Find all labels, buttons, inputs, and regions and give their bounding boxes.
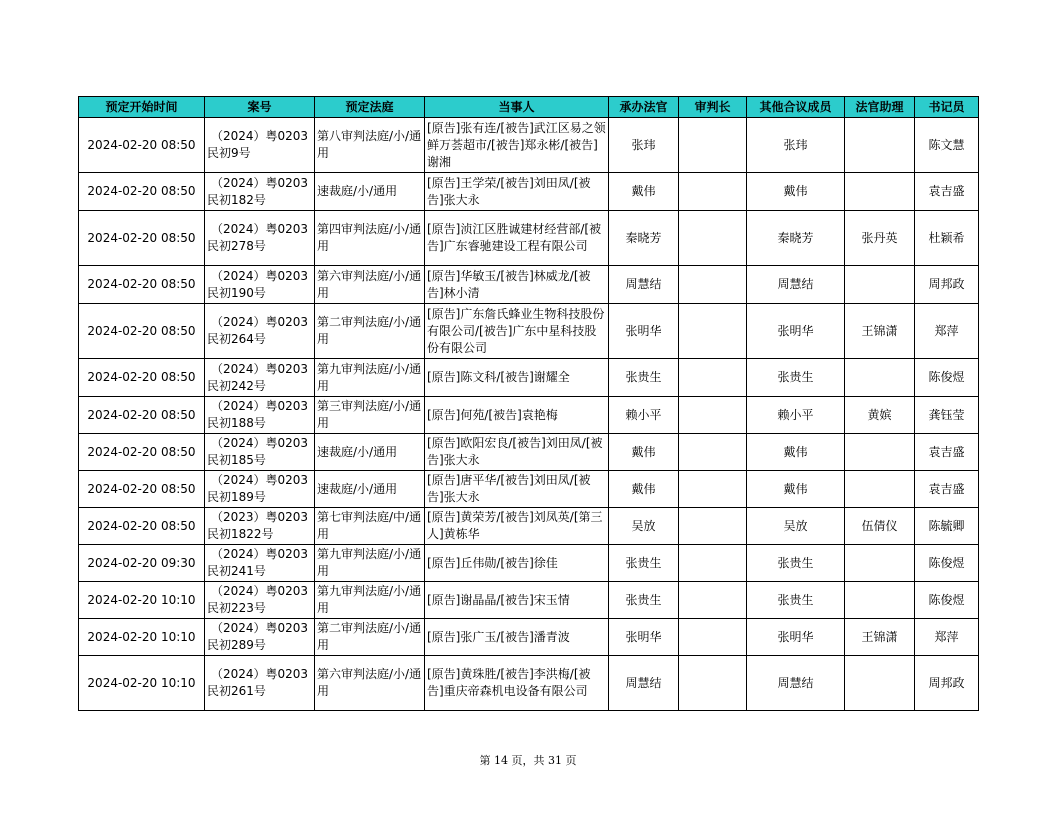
- cell-assistant: 黄嫔: [845, 397, 915, 434]
- cell-judge: 张贵生: [609, 545, 679, 582]
- cell-chief: [679, 304, 747, 359]
- cell-judge: 戴伟: [609, 173, 679, 211]
- cell-chief: [679, 173, 747, 211]
- case-no-line-1: （2023）粤0203: [210, 510, 309, 524]
- table-row: [79, 211, 979, 266]
- table-row: [79, 619, 979, 656]
- cell-parties: [原告]张有连/[被告]武江区易之领鲜万荟超市/[被告]郑永彬/[被告]谢湘: [425, 118, 609, 173]
- cell-clerk: 陈俊煜: [915, 359, 979, 397]
- cell-panel: 张明华: [747, 304, 845, 359]
- cell-chief: [679, 434, 747, 471]
- table-header-row: [79, 97, 979, 118]
- hearing-schedule-table: [78, 96, 979, 711]
- cell-panel: 张明华: [747, 619, 845, 656]
- cell-start-time: 2024-02-20 08:50: [79, 118, 205, 173]
- cell-clerk: 袁吉盛: [915, 434, 979, 471]
- header-chief: 审判长: [679, 97, 747, 118]
- cell-panel: 张玮: [747, 118, 845, 173]
- case-no-line-1: （2024）粤0203: [210, 268, 309, 283]
- cell-judge: 周慧结: [609, 656, 679, 711]
- cell-clerk: 陈毓卿: [915, 508, 979, 545]
- case-no-line-2: 民初289号: [207, 638, 266, 652]
- header-start-time: 预定开始时间: [79, 97, 205, 118]
- cell-judge: 张明华: [609, 619, 679, 656]
- cell-case-no: [205, 656, 315, 711]
- case-no-line-2: 民初188号: [207, 416, 266, 430]
- cell-judge: 张明华: [609, 304, 679, 359]
- table-row: [79, 545, 979, 582]
- cell-clerk: 袁吉盛: [915, 173, 979, 211]
- table-row: [79, 266, 979, 304]
- cell-start-time: 2024-02-20 08:50: [79, 211, 205, 266]
- cell-judge: 张贵生: [609, 359, 679, 397]
- table-row: [79, 118, 979, 173]
- cell-panel: 戴伟: [747, 434, 845, 471]
- case-no-line-2: 民初261号: [207, 684, 266, 698]
- cell-start-time: 2024-02-20 08:50: [79, 471, 205, 508]
- cell-chief: [679, 619, 747, 656]
- cell-judge: 秦晓芳: [609, 211, 679, 266]
- cell-parties: [原告]广东詹氏蜂业生物科技股份有限公司/[被告]广东中星科技股份有限公司: [425, 304, 609, 359]
- cell-judge: 吴放: [609, 508, 679, 545]
- cell-chief: [679, 508, 747, 545]
- cell-court: 第九审判法庭/小/通用: [315, 582, 425, 619]
- cell-court: 第八审判法庭/小/通用: [315, 118, 425, 173]
- cell-clerk: 陈俊煜: [915, 545, 979, 582]
- cell-clerk: 袁吉盛: [915, 471, 979, 508]
- cell-case-no: [205, 397, 315, 434]
- cell-judge: 戴伟: [609, 434, 679, 471]
- cell-court: 第九审判法庭/小/通用: [315, 545, 425, 582]
- cell-start-time: 2024-02-20 10:10: [79, 656, 205, 711]
- cell-assistant: [845, 173, 915, 211]
- cell-start-time: 2024-02-20 08:50: [79, 304, 205, 359]
- cell-panel: 周慧结: [747, 656, 845, 711]
- cell-panel: 张贵生: [747, 582, 845, 619]
- cell-judge: 张玮: [609, 118, 679, 173]
- cell-start-time: 2024-02-20 08:50: [79, 359, 205, 397]
- cell-panel: 张贵生: [747, 545, 845, 582]
- case-no-line-1: （2024）粤0203: [210, 399, 309, 413]
- cell-assistant: [845, 545, 915, 582]
- case-no-line-2: 民初1822号: [207, 527, 274, 541]
- table-row: [79, 508, 979, 545]
- cell-court: 第三审判法庭/小/通用: [315, 397, 425, 434]
- case-no-line-2: 民初264号: [207, 332, 266, 346]
- cell-parties: [原告]唐平华/[被告]刘田凤/[被告]张大永: [425, 471, 609, 508]
- cell-court: 第二审判法庭/小/通用: [315, 619, 425, 656]
- table-row: [79, 656, 979, 711]
- cell-judge: 张贵生: [609, 582, 679, 619]
- cell-clerk: 郑萍: [915, 304, 979, 359]
- cell-panel: 吴放: [747, 508, 845, 545]
- cell-panel: 周慧结: [747, 266, 845, 304]
- cell-start-time: 2024-02-20 08:50: [79, 434, 205, 471]
- case-no-line-1: （2024）粤0203: [210, 222, 309, 236]
- cell-chief: [679, 471, 747, 508]
- cell-assistant: [845, 582, 915, 619]
- header-assistant: 法官助理: [845, 97, 915, 118]
- cell-chief: [679, 211, 747, 266]
- cell-parties: [原告]黄珠胜/[被告]李洪梅/[被告]重庆帝森机电设备有限公司: [425, 656, 609, 711]
- cell-parties: [原告]张广玉/[被告]潘青波: [425, 619, 609, 656]
- cell-judge: 戴伟: [609, 471, 679, 508]
- header-case-no: 案号: [205, 97, 315, 118]
- cell-panel: 戴伟: [747, 173, 845, 211]
- cell-chief: [679, 582, 747, 619]
- cell-court: 第九审判法庭/小/通用: [315, 359, 425, 397]
- header-panel: 其他合议成员: [747, 97, 845, 118]
- cell-parties: [原告]王学荣/[被告]刘田凤/[被告]张大永: [425, 173, 609, 211]
- cell-case-no: [205, 266, 315, 304]
- cell-panel: 张贵生: [747, 359, 845, 397]
- header-clerk: 书记员: [915, 97, 979, 118]
- cell-case-no: [205, 471, 315, 508]
- page-footer: 第 14 页，共 31 页: [479, 754, 577, 767]
- header-judge: 承办法官: [609, 97, 679, 118]
- cell-start-time: 2024-02-20 08:50: [79, 508, 205, 545]
- cell-judge: 赖小平: [609, 397, 679, 434]
- cell-parties: [原告]丘伟勋/[被告]徐佳: [425, 545, 609, 582]
- cell-assistant: [845, 656, 915, 711]
- table-row: [79, 397, 979, 434]
- cell-assistant: [845, 471, 915, 508]
- case-no-line-1: （2024）粤0203: [210, 667, 309, 681]
- cell-parties: [原告]何苑/[被告]袁艳梅: [425, 397, 609, 434]
- cell-chief: [679, 545, 747, 582]
- case-no-line-2: 民初190号: [207, 285, 266, 300]
- cell-assistant: 张丹英: [845, 211, 915, 266]
- cell-case-no: [205, 619, 315, 656]
- cell-start-time: 2024-02-20 08:50: [79, 266, 205, 304]
- cell-case-no: [205, 211, 315, 266]
- cell-start-time: 2024-02-20 10:10: [79, 582, 205, 619]
- cell-case-no: [205, 173, 315, 211]
- cell-clerk: 陈文慧: [915, 118, 979, 173]
- case-no-line-1: （2024）粤0203: [210, 547, 309, 561]
- table-row: [79, 359, 979, 397]
- table-row: [79, 582, 979, 619]
- cell-court: 第四审判法庭/小/通用: [315, 211, 425, 266]
- cell-parties: [原告]黄荣芳/[被告]刘凤英/[第三人]黄栋华: [425, 508, 609, 545]
- table-row: [79, 173, 979, 211]
- case-no-line-2: 民初278号: [207, 239, 266, 253]
- cell-clerk: 郑萍: [915, 619, 979, 656]
- cell-clerk: 周邦政: [915, 266, 979, 304]
- cell-court: 第六审判法庭/小/通用: [315, 656, 425, 711]
- cell-panel: 秦晓芳: [747, 211, 845, 266]
- cell-case-no: [205, 545, 315, 582]
- table-row: [79, 434, 979, 471]
- table-row: [79, 304, 979, 359]
- cell-parties: [原告]欧阳宏良/[被告]刘田凤/[被告]张大永: [425, 434, 609, 471]
- case-no-line-1: （2024）粤0203: [210, 621, 309, 635]
- cell-assistant: [845, 434, 915, 471]
- header-court: 预定法庭: [315, 97, 425, 118]
- cell-start-time: 2024-02-20 08:50: [79, 173, 205, 211]
- cell-chief: [679, 397, 747, 434]
- cell-assistant: 伍倩仪: [845, 508, 915, 545]
- cell-panel: 戴伟: [747, 471, 845, 508]
- case-no-line-2: 民初241号: [207, 564, 266, 578]
- cell-parties: [原告]华敏玉/[被告]林威龙/[被告]林小清: [425, 266, 609, 304]
- case-no-line-1: （2024）粤0203: [210, 175, 309, 190]
- cell-clerk: 陈俊煜: [915, 582, 979, 619]
- cell-chief: [679, 266, 747, 304]
- case-no-line-2: 民初189号: [207, 490, 266, 504]
- cell-chief: [679, 118, 747, 173]
- cell-start-time: 2024-02-20 08:50: [79, 397, 205, 434]
- cell-parties: [原告]陈文科/[被告]谢耀全: [425, 359, 609, 397]
- case-no-line-1: （2024）粤0203: [210, 584, 309, 598]
- cell-court: 速裁庭/小/通用: [315, 173, 425, 211]
- cell-assistant: [845, 266, 915, 304]
- case-no-line-1: （2024）粤0203: [210, 436, 309, 450]
- cell-court: 速裁庭/小/通用: [315, 471, 425, 508]
- cell-case-no: [205, 118, 315, 173]
- table-body: [79, 118, 979, 711]
- cell-judge: 周慧结: [609, 266, 679, 304]
- cell-parties: [原告]谢晶晶/[被告]宋玉情: [425, 582, 609, 619]
- cell-assistant: [845, 118, 915, 173]
- header-parties: 当事人: [425, 97, 609, 118]
- cell-case-no: [205, 434, 315, 471]
- cell-chief: [679, 359, 747, 397]
- case-no-line-1: （2024）粤0203: [210, 473, 309, 487]
- cell-parties: [原告]浈江区胜诚建材经营部/[被告]广东睿驰建设工程有限公司: [425, 211, 609, 266]
- cell-start-time: 2024-02-20 09:30: [79, 545, 205, 582]
- cell-assistant: 王锦潇: [845, 619, 915, 656]
- cell-clerk: 龚钰莹: [915, 397, 979, 434]
- cell-case-no: [205, 508, 315, 545]
- table-row: [79, 471, 979, 508]
- case-no-line-1: （2024）粤0203: [210, 129, 309, 143]
- cell-assistant: [845, 359, 915, 397]
- cell-case-no: [205, 582, 315, 619]
- cell-court: 第七审判法庭/中/通用: [315, 508, 425, 545]
- cell-case-no: [205, 359, 315, 397]
- case-no-line-1: （2024）粤0203: [210, 315, 309, 329]
- cell-court: 第六审判法庭/小/通用: [315, 266, 425, 304]
- case-no-line-2: 民初182号: [207, 192, 266, 207]
- cell-clerk: 杜颖希: [915, 211, 979, 266]
- cell-clerk: 周邦政: [915, 656, 979, 711]
- cell-chief: [679, 656, 747, 711]
- case-no-line-1: （2024）粤0203: [210, 361, 309, 376]
- cell-panel: 赖小平: [747, 397, 845, 434]
- cell-court: 速裁庭/小/通用: [315, 434, 425, 471]
- cell-court: 第二审判法庭/小/通用: [315, 304, 425, 359]
- cell-start-time: 2024-02-20 10:10: [79, 619, 205, 656]
- cell-case-no: [205, 304, 315, 359]
- case-no-line-2: 民初223号: [207, 601, 266, 615]
- case-no-line-2: 民初9号: [207, 146, 251, 160]
- cell-assistant: 王锦潇: [845, 304, 915, 359]
- case-no-line-2: 民初242号: [207, 378, 266, 393]
- case-no-line-2: 民初185号: [207, 453, 266, 467]
